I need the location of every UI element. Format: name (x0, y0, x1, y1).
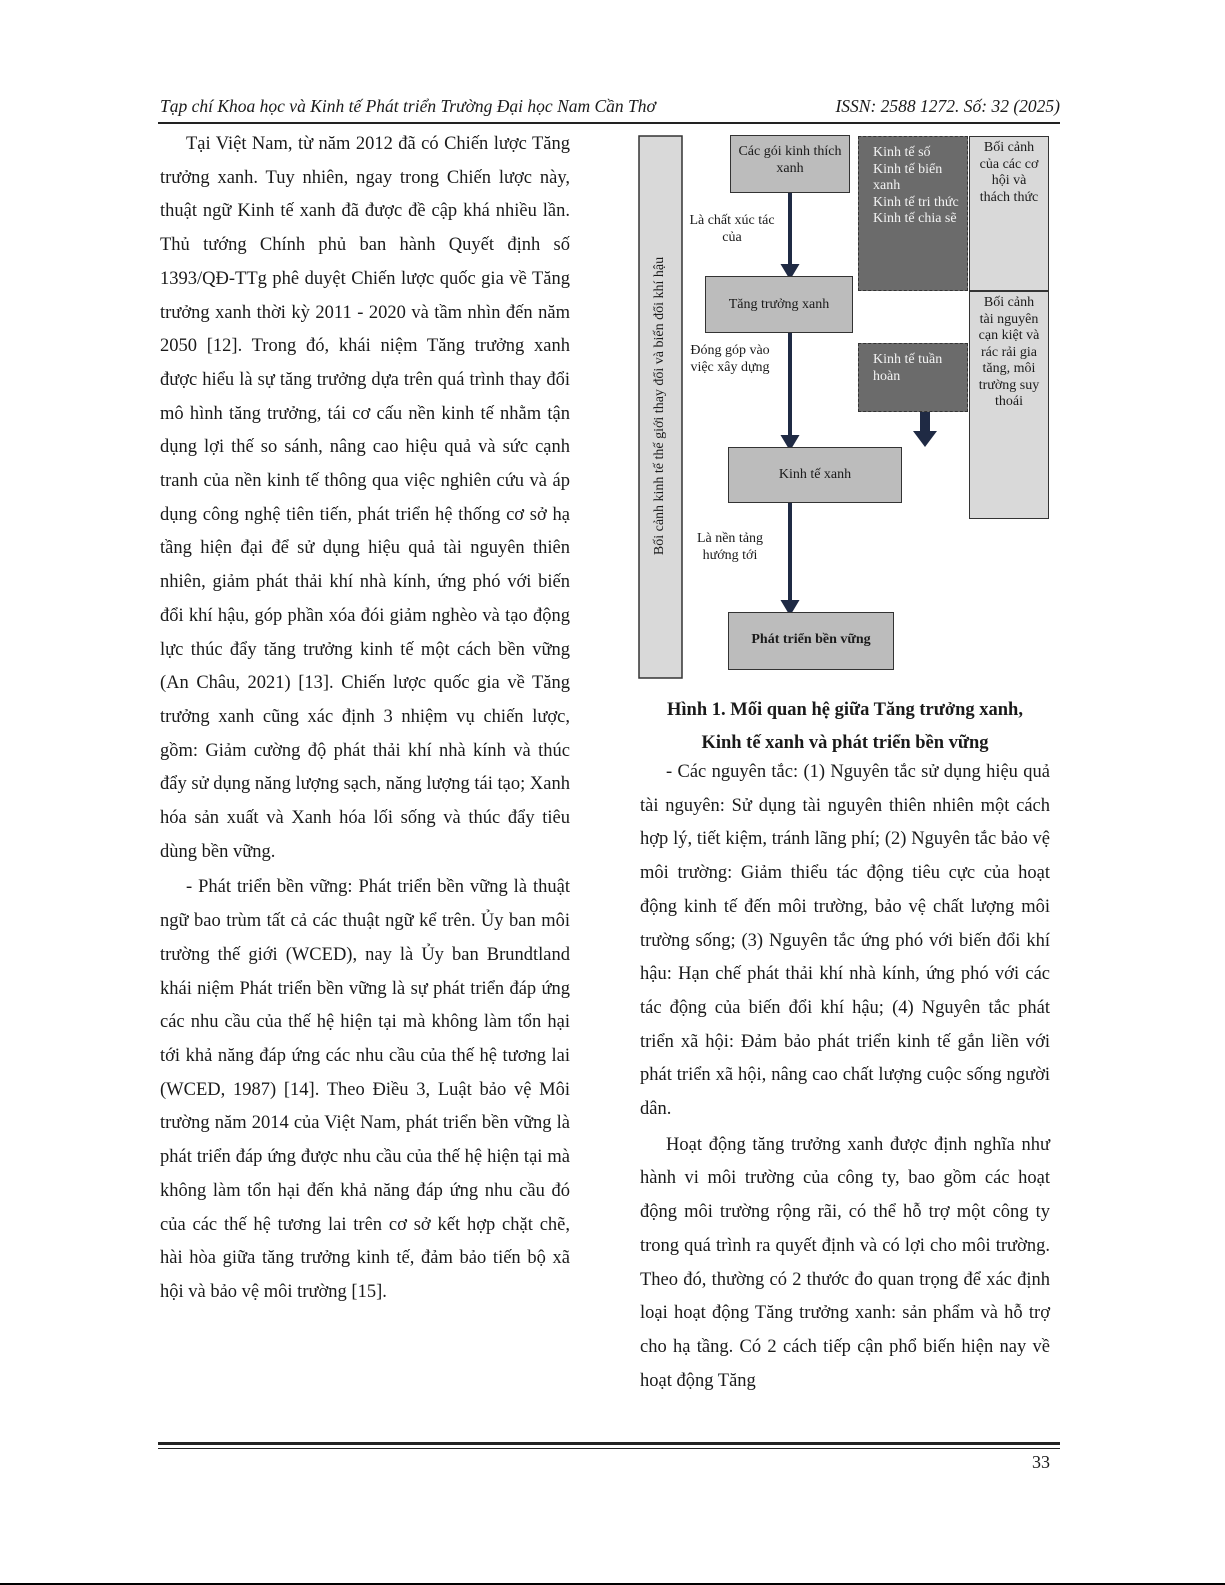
arrow-head (784, 602, 796, 612)
paragraph: Tại Việt Nam, từ năm 2012 đã có Chiến lược Tăng trưởng xanh. Tuy nhiên, ngay trong Chiến lược này, thuật ngữ Kinh tế xanh đã được đề cập khá nhiều lần. Thủ tướng Chính phủ ban hành Quyết định số 1393/QĐ-TTg phê duyệt Chiến lược quốc gia về Tăng trưởng xanh thời kỳ 2011 - 2020 và tầm nhìn đến năm 2050 [12]. Trong đó, khái niệm Tăng trưởng xanh được hiểu là sự tăng trưởng dựa trên quá trình thay đổi mô hình tăng trưởng, tái cơ cấu nền kinh tế nhằm tận dụng lợi thế so sánh, nâng cao hiệu quả và sức cạnh tranh của nền kinh tế thông qua việc nghiên cứu và áp dụng công nghệ tiên tiến, phát triển hệ thống cơ sở hạ tầng hiện đại để sử dụng hiệu quả tài nguyên thiên nhiên, giảm phát thải khí nhà kính, ứng phó với biến đổi khí hậu, góp phần xóa đói giảm nghèo và tạo động lực thúc đẩy tăng trưởng kinh tế một cách bền vững (An Châu, 2021) [13]. Chiến lược quốc gia về Tăng trưởng xanh cũng xác định 3 nhiệm vụ chiến lược, gồm: Giảm cường độ phát thải khí nhà kính và thúc đẩy sử dụng năng lượng sạch, năng lượng tái tạo; Xanh hóa sản xuất và Xanh hóa lối sống và thúc đẩy tiêu dùng bền vững. (160, 134, 570, 862)
contribute-label: Đóng góp vào việc xây dựng (690, 343, 770, 375)
header-rule (158, 122, 1060, 124)
green-growth-box: Tăng trưởng xanh (705, 276, 853, 333)
foundation-label: Là nền tảng hướng tới (696, 531, 764, 563)
economy-item: Kinh tế chia sẽ (873, 211, 957, 226)
paragraph: - Phát triển bền vững: Phát triển bền vững là thuật ngữ bao trùm tất cả các thuật ngữ kể trên. Ủy ban môi trường thế giới (WCED), nay là Ủy ban Brundtland khái niệm Phát triển bền vững là sự phát triển đáp ứng các nhu cầu của thế hệ hiện tại mà không làm tổn hại tới khả năng đáp ứng các nhu cầu của thế hệ tương lai (WCED, 1987) [14]. Theo Điều 3, Luật bảo vệ Môi trường năm 2014 của Việt Nam, phát triển bền vững là phát triển đáp ứng được nhu cầu của thế hệ hiện tại mà không làm tổn hại đến khả năng đáp ứng nhu cầu đó của các thế hệ tương lai trên cơ sở kết hợp chặt chẽ, hài hòa giữa tăng trưởng kinh tế, đảm bảo tiến bộ xã hội và bảo vệ môi trường [15]. (160, 877, 570, 1302)
caption-line: Hình 1. Mối quan hệ giữa Tăng trưởng xanh, (667, 700, 1023, 720)
opportunities-context-box: Bối cảnh của các cơ hội và thách thức (969, 136, 1049, 291)
right-column (640, 756, 1050, 1398)
economy-item: Kinh tế số (873, 145, 931, 160)
circular-down-arrow (913, 412, 937, 447)
figure-caption (640, 694, 1050, 760)
issn-issue: ISSN: 2588 1272. Số: 32 (2025) (835, 96, 1060, 116)
resources-context-box: Bối cảnh tài nguyên cạn kiệt và rác rải gia tăng, môi trường suy thoái (969, 291, 1049, 519)
arrow-head (784, 266, 796, 276)
stimulus-box: Các gói kinh thích xanh (730, 135, 850, 193)
page-number: 33 (1032, 1452, 1050, 1472)
green-economy-box: Kinh tế xanh (728, 447, 902, 503)
footer-rule (158, 1448, 1060, 1449)
footer-rule (158, 1442, 1060, 1445)
digital-economies-box (858, 136, 968, 291)
catalyst-label: Là chất xúc tác của (689, 213, 775, 245)
arrow-head (784, 437, 796, 447)
circular-economy-box: Kinh tế tuần hoàn (858, 343, 968, 412)
paragraph: Hoạt động tăng trưởng xanh được định nghĩa như hành vi môi trường của công ty, bao gồm các hoạt động môi trường rộng rãi, có thể hỗ trợ một công ty trong quá trình ra quyết định và có lợi cho môi trường. Theo đó, thường có 2 thước đo quan trọng để xác định loại hoạt động Tăng trưởng xanh: sản phẩm và hỗ trợ cho hạ tầng. Có 2 cách tiếp cận phổ biến hiện nay về hoạt động Tăng (640, 1134, 1050, 1391)
vertical-context-label: Bối cảnh kinh tế thế giới thay đổi và biến đổi khí hậu (652, 256, 667, 556)
paragraph: - Các nguyên tắc: (1) Nguyên tắc sử dụng hiệu quả tài nguyên: Sử dụng tài nguyên thiên nhiên một cách hợp lý, tiết kiệm, tránh lãng phí; (2) Nguyên tắc bảo vệ môi trường: Giảm thiểu tác động tiêu cực của hoạt động kinh tế đến môi trường, bảo vệ chất lượng môi trường sống; (3) Nguyên tắc ứng phó với biến đổi khí hậu: Hạn chế phát thải khí nhà kính, ứng phó với các tác động của biến đổi khí hậu; (4) Nguyên tắc phát triển xã hội: Đảm bảo phát triển kinh tế gắn liền với phát triển xã hội, nâng cao chất lượng cuộc sống người dân. (640, 762, 1050, 1120)
running-header (160, 96, 1060, 122)
left-column (160, 128, 570, 1310)
journal-title: Tạp chí Khoa học và Kinh tế Phát triển Trường Đại học Nam Cần Thơ (160, 96, 656, 116)
economy-item: Kinh tế tri thức (873, 194, 959, 210)
caption-line: Kinh tế xanh và phát triển bền vững (701, 733, 989, 753)
economy-item: Kinh tế biển xanh (873, 161, 943, 193)
sustainable-box: Phát triển bền vững (728, 612, 894, 670)
figure-diagram (638, 133, 1058, 681)
